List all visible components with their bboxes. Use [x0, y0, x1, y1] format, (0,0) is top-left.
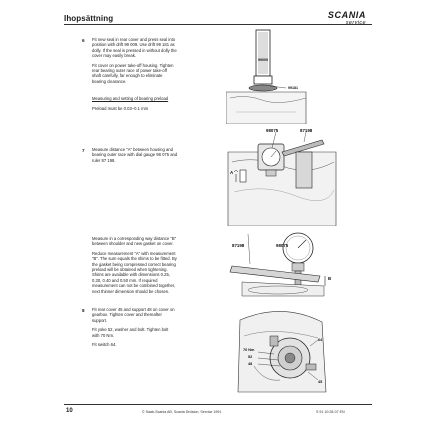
figure-label: 52: [248, 355, 253, 359]
text-line: the gasket being compressed correct bearing: [92, 261, 176, 267]
footer-rule: [64, 404, 372, 405]
text-line: Reduce measurement "A" with measurement: [92, 250, 176, 256]
text-line: Shims are available with dimensions 0.25,: [92, 272, 170, 278]
text-line: rear bearing outer race of power take-off: [92, 68, 167, 74]
text-line: gearbox. Tighten cover and thereafter: [92, 312, 162, 318]
figure-label: 45: [318, 380, 323, 384]
figure-rear-cover: [234, 306, 330, 398]
text-line: preload will be obtained when tightening.: [92, 267, 168, 273]
text-line: Measure distance "A" between housing and: [92, 147, 173, 152]
figure-measure-b: [228, 230, 334, 300]
step-6-text: [92, 37, 222, 84]
brand-sub: service: [345, 20, 366, 26]
text-line: with 70 Nm.: [92, 332, 115, 338]
text-line: Fit cover on power take-off housing. Tighten: [92, 62, 174, 68]
figure-seal-drift: [226, 28, 312, 124]
figure-label: 99181: [288, 86, 298, 90]
figure-label: B: [328, 276, 332, 281]
footer-code: S 91 10:28-07 EN: [316, 410, 345, 414]
figure-label: 48: [248, 362, 253, 366]
text-line: bearing clearance.: [92, 78, 127, 84]
text-line: Fit rear cover 45 and support 48 on cover on: [92, 307, 175, 312]
text-line: between shoulder and new gasket on cover.: [92, 241, 174, 247]
page-title: Ihopsättning: [64, 14, 114, 23]
text-line: next thinner dimension should be chosen.: [92, 288, 170, 294]
figure-label: A: [230, 170, 234, 175]
figure-label: 98075: [266, 128, 279, 133]
text-line: Fit switch 64.: [92, 342, 117, 348]
step-7-text: [92, 147, 222, 163]
text-line: measurement can not be combined together,: [92, 283, 176, 289]
figure-label: 99009: [258, 58, 268, 62]
text-line: bearing outer race with dial gauge 98 075 and: [92, 152, 178, 158]
text-line: ruler 87 198.: [92, 157, 116, 163]
text-line: Fit yoke 52, washer and bolt. Tighten bolt: [92, 327, 169, 333]
figure-label: 98075: [276, 243, 289, 248]
text-line: 0.30, 0.40 and 0.50 mm. If required: [92, 277, 158, 283]
text-line: shaft carefully, far enough to eliminate: [92, 73, 163, 79]
step-number: 8: [82, 308, 85, 313]
brand-name: SCANIA: [327, 10, 366, 20]
text-line: Fit new seal in rear cover and press seal into: [92, 37, 176, 42]
figure-label: 64: [318, 338, 323, 342]
footer-copyright: © Saab-Scania AB, Scania Division, Service 1991: [142, 410, 222, 414]
step-number: 7: [82, 148, 85, 153]
text-line: dolly. If the seal is pressed in without dolly the: [92, 47, 177, 53]
header-rule: [64, 24, 372, 25]
page-header: [58, 8, 372, 30]
text-line: position with drift 99 009. Use drift 99 181 as: [92, 42, 175, 48]
figure-measure-a: [226, 122, 338, 226]
text-line: "B". The sum equals the shims to be fitted. By: [92, 256, 177, 262]
figure-label: 87198: [232, 243, 245, 248]
figure-label: 87198: [300, 128, 313, 133]
text-line: support.: [92, 317, 108, 323]
text-line: Measure in a corresponding way distance "B": [92, 236, 177, 241]
figure-label: 70 Nm: [243, 348, 255, 352]
step-number: 6: [82, 38, 85, 43]
page-number: 10: [66, 408, 73, 414]
step-7b-text: [92, 236, 228, 294]
step-8-text: [92, 307, 222, 347]
preload-text: Preload must be 0.03–0.1 mm: [92, 106, 149, 111]
section-heading: Measuring and setting of bearing preload: [92, 96, 169, 101]
text-line: cover may easily break.: [92, 53, 136, 59]
